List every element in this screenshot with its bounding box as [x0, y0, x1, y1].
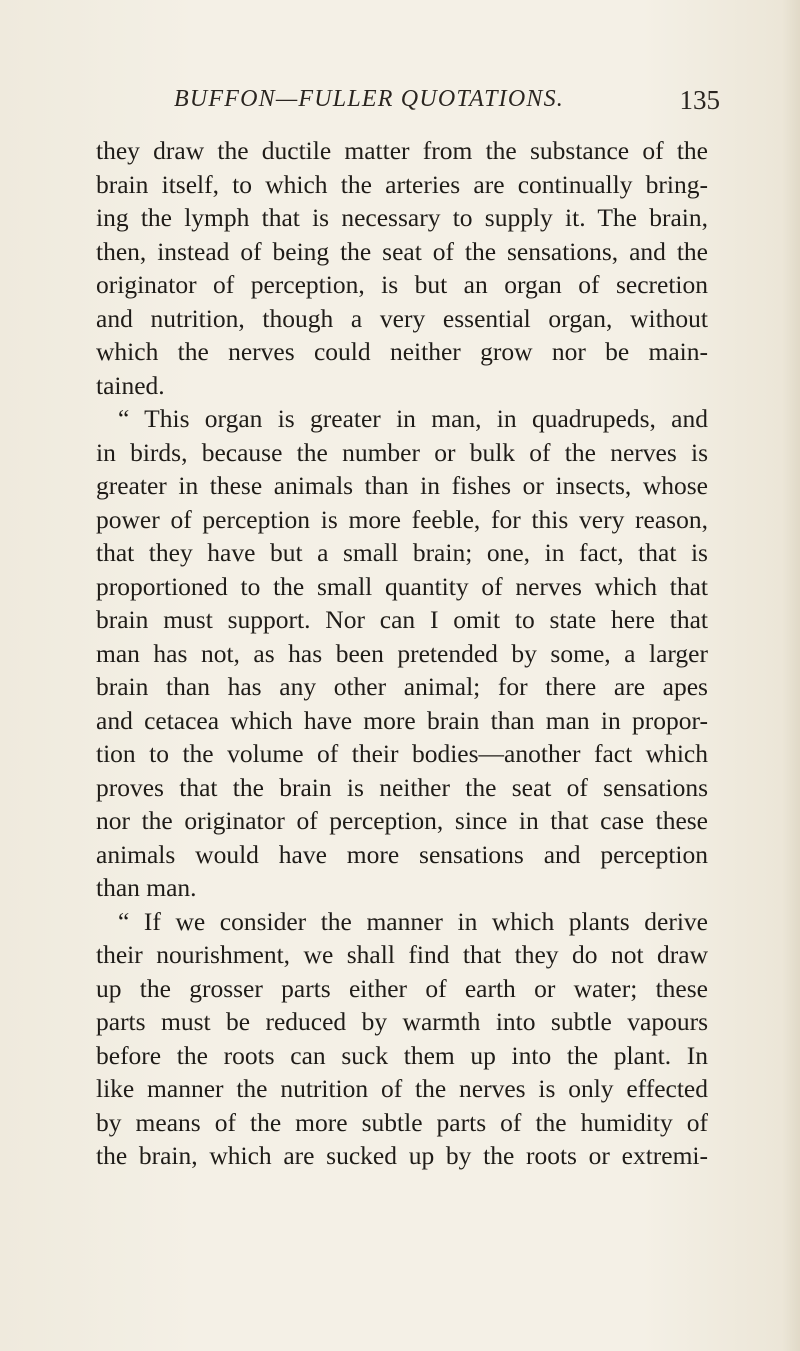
text-line: man has not, as has been pretended by some, a larger — [96, 638, 708, 668]
text-line: and cetacea which have more brain than man in propor- — [96, 705, 708, 735]
text-line: the brain, which are sucked up by the roots or extremi- — [96, 1141, 708, 1170]
text-line: originator of perception, is but an organ of secretion — [96, 270, 708, 299]
text-line: tained. — [96, 370, 165, 400]
text-line: like manner the nutrition of the nerves is only effected — [96, 1074, 708, 1103]
text-line: “ This organ is greater in man, in quadrupeds, and — [118, 404, 708, 433]
text-line: proves that the brain is neither the seat of sensations — [96, 772, 708, 802]
text-line: proportioned to the small quantity of nerves which that — [96, 571, 708, 601]
text-line: before the roots can suck them up into the plant. In — [96, 1040, 708, 1070]
text-line: up the grosser parts either of earth or water; these — [96, 973, 708, 1003]
running-title: BUFFON—FULLER QUOTATIONS. — [174, 86, 565, 112]
body-text — [96, 134, 708, 1173]
text-line: in birds, because the number or bulk of the nerves is — [96, 437, 708, 467]
text-line: then, instead of being the seat of the sensations, and the — [96, 236, 708, 266]
text-line: greater in these animals than in fishes or insects, whose — [96, 471, 708, 500]
text-line: they draw the ductile matter from the substance of the — [96, 136, 708, 165]
text-line: animals would have more sensations and perception — [96, 839, 708, 869]
text-line: brain than has any other animal; for there are apes — [96, 672, 708, 701]
text-line: tion to the volume of their bodies—another fact which — [96, 739, 708, 768]
text-line: and nutrition, though a very essential organ, without — [96, 303, 708, 333]
page-edge-shading — [782, 0, 800, 1351]
text-line: by means of the more subtle parts of the humidity of — [96, 1107, 708, 1137]
text-line: ing the lymph that is necessary to supply it. The brain, — [96, 203, 708, 232]
text-line: brain must support. Nor can I omit to state here that — [96, 605, 708, 634]
text-line: which the nerves could neither grow nor be main- — [96, 337, 708, 366]
text-line: power of perception is more feeble, for this very reason, — [96, 504, 708, 534]
running-head — [168, 86, 720, 120]
text-line: nor the originator of perception, since in that case these — [96, 806, 708, 835]
text-line: brain itself, to which the arteries are continually bring- — [96, 169, 708, 199]
text-line: “ If we consider the manner in which plants derive — [118, 906, 708, 936]
text-line: parts must be reduced by warmth into subtle vapours — [96, 1007, 708, 1036]
text-line: that they have but a small brain; one, in fact, that is — [96, 538, 708, 567]
text-line: their nourishment, we shall find that they do not draw — [96, 940, 708, 969]
page-number: 135 — [679, 85, 720, 115]
text-line: than man. — [96, 873, 197, 902]
